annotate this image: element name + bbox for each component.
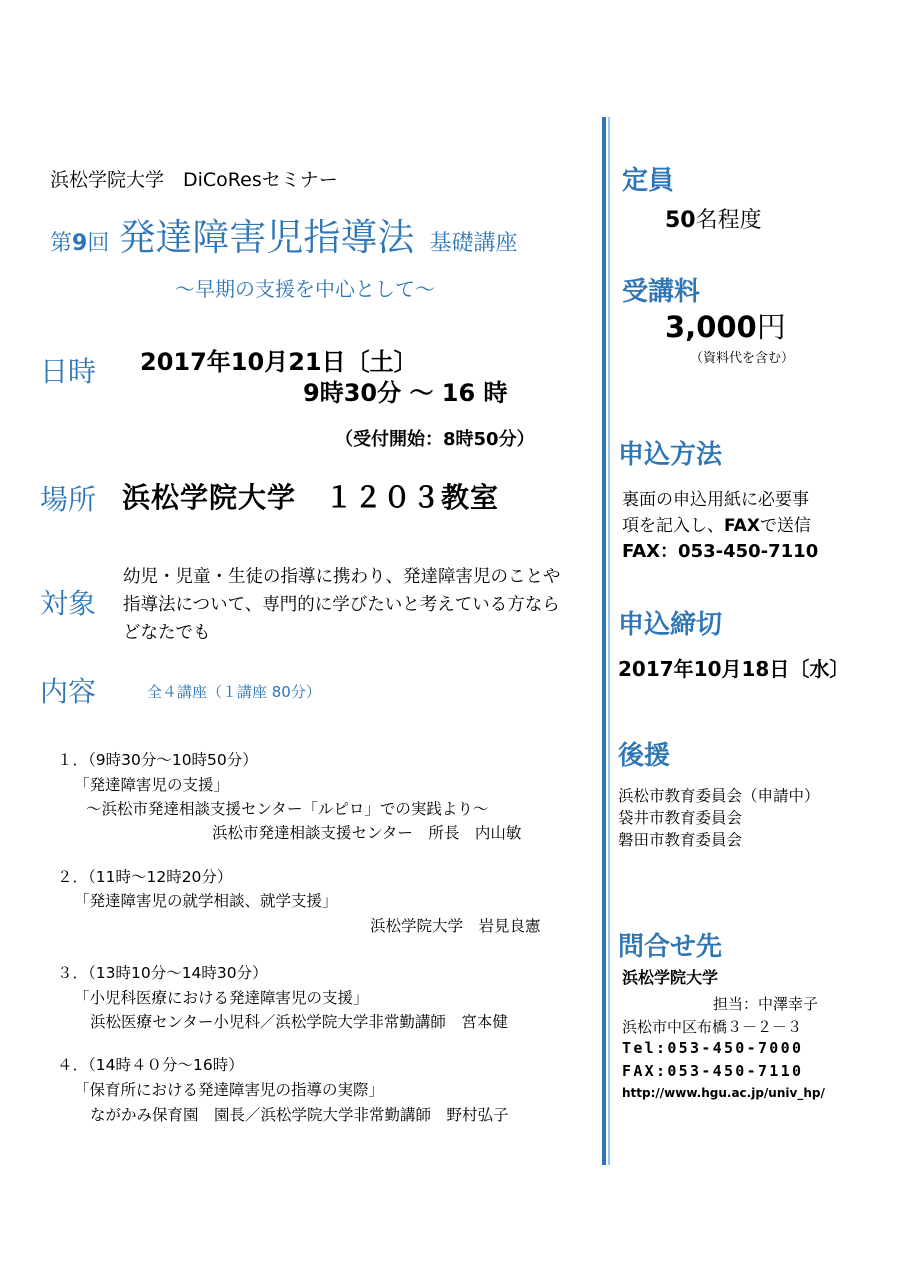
session-suffix: 回 (87, 231, 110, 256)
audience-line-1: 幼児・児童・生徒の指導に携わり、発達障害児のことや (123, 567, 561, 587)
subtitle: ～早期の支援を中心として～ (175, 277, 435, 301)
audience-line-3: どなたでも (123, 623, 211, 643)
support-item-1: 浜松市教育委員会（申請中） (618, 787, 820, 805)
capacity-unit: 名程度 (695, 208, 762, 233)
event-time: 9時30分 ～ 16 時 (303, 379, 508, 407)
apply-line-2 (622, 511, 811, 536)
support-item-3: 磐田市教育委員会 (618, 831, 743, 849)
contact-label: 問合せ先 (618, 932, 723, 962)
capacity-number: 50 (665, 208, 696, 233)
contact-address: 浜松市中区布橋３－２－３ (622, 1018, 803, 1036)
session-prefix: 第 (50, 231, 73, 256)
deadline-value: 2017年10月18日〔水〕 (618, 657, 850, 681)
contact-person: 担当：中澤幸子 (713, 995, 819, 1013)
page-title (50, 207, 518, 257)
column-divider (602, 117, 606, 1165)
venue-label: 場所 (40, 483, 97, 516)
lecture-3-time: ３．（13時10分～14時30分） (57, 964, 268, 982)
audience-line-2: 指導法について、専門的に学びたいと考えている方なら (123, 595, 560, 615)
support-label: 後援 (618, 741, 671, 771)
datetime-label: 日時 (40, 355, 97, 388)
contact-fax: FAX:053-450-7110 (622, 1062, 804, 1080)
apply-label: 申込方法 (618, 440, 723, 470)
contact-url[interactable]: http://www.hgu.ac.jp/univ_hp/ (622, 1086, 825, 1100)
lecture-2-speaker: 浜松学院大学 岩見良憲 (370, 917, 541, 935)
course-type: 基礎講座 (429, 231, 518, 256)
lecture-3-speaker: 浜松医療センター小児科／浜松学院大学非常勤講師 宮本健 (90, 1013, 508, 1031)
contact-org: 浜松学院大学 (622, 968, 719, 987)
reception-time: （受付開始：8時50分） (335, 429, 535, 450)
venue-value: 浜松学院大学 １２０３教室 (122, 481, 500, 514)
audience-label: 対象 (40, 587, 97, 620)
fee-unit: 円 (756, 310, 786, 344)
lecture-1-speaker: 浜松市発達相談支援センター 所長 内山敏 (212, 824, 522, 842)
session-number: 9 (72, 231, 88, 256)
event-date: 2017年10月21日〔土〕 (140, 348, 418, 376)
deadline-label: 申込締切 (618, 610, 723, 640)
main-title: 発達障害児指導法 (118, 216, 415, 259)
org-seminar: 浜松学院大学 DiCoResセミナー (50, 169, 338, 191)
apply-line-1: 裏面の申込用紙に必要事 (622, 490, 809, 510)
lecture-1-subtitle: ～浜松市発達相談支援センター「ルピロ」での実践より～ (86, 800, 489, 818)
lecture-4-title: 「保育所における発達障害児の指導の実際」 (74, 1081, 385, 1099)
capacity-value (665, 203, 762, 234)
support-item-2: 袋井市教育委員会 (618, 809, 743, 827)
lecture-1-title: 「発達障害児の支援」 (74, 776, 230, 794)
lecture-1-time: １．（9時30分～10時50分） (57, 751, 258, 769)
lecture-4-speaker: ながかみ保育園 園長／浜松学院大学非常勤講師 野村弘子 (90, 1106, 509, 1124)
contact-tel: Tel:053-450-7000 (622, 1039, 804, 1057)
apply-fax: FAX：053-450-7110 (622, 541, 819, 562)
column-divider-light (608, 117, 610, 1165)
fee-number: 3,000 (665, 310, 757, 344)
fee-label: 受講料 (622, 277, 701, 307)
lecture-2-time: ２．（11時～12時20分） (57, 868, 233, 886)
apply-line-2a: 項を記入し、 (622, 516, 724, 536)
apply-line-2b: FAX (724, 516, 760, 536)
content-summary: 全４講座（１講座 80分） (147, 683, 321, 701)
content-label: 内容 (40, 675, 97, 708)
apply-line-2c: で送信 (759, 516, 811, 536)
capacity-label: 定員 (622, 166, 675, 196)
fee-note: （資料代を含む） (690, 351, 795, 366)
lecture-4-time: ４．（14時４０分～16時） (57, 1056, 244, 1074)
lecture-3-title: 「小児科医療における発達障害児の支援」 (74, 989, 369, 1007)
lecture-2-title: 「発達障害児の就学相談、就学支援」 (74, 892, 338, 910)
fee-value (665, 305, 786, 346)
